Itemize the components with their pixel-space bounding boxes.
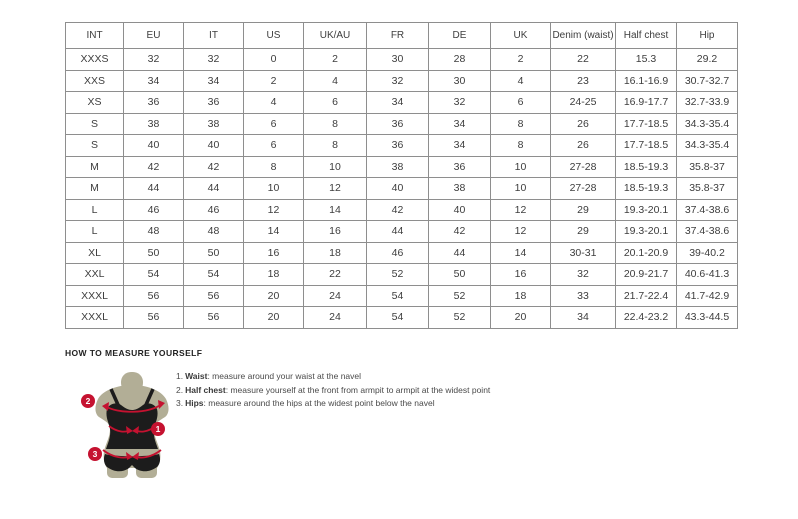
value-cell: 36 (184, 92, 244, 114)
column-header: FR (367, 23, 429, 49)
table-row (66, 285, 738, 307)
value-cell: 34 (429, 135, 491, 157)
value-cell: 56 (184, 285, 244, 307)
value-cell: 23 (551, 70, 616, 92)
value-cell: 39-40.2 (677, 242, 738, 264)
value-cell: 35.8-37 (677, 178, 738, 200)
value-cell: 40.6-41.3 (677, 264, 738, 286)
table-row (66, 113, 738, 135)
size-cell: XXXL (66, 285, 124, 307)
value-cell: 20 (491, 307, 551, 329)
table-row (66, 70, 738, 92)
size-chart-table (65, 22, 738, 329)
value-cell: 56 (124, 285, 184, 307)
value-cell: 16 (304, 221, 367, 243)
value-cell: 4 (244, 92, 304, 114)
instruction-waist (176, 370, 490, 384)
value-cell: 16 (244, 242, 304, 264)
size-cell: XL (66, 242, 124, 264)
column-header: US (244, 23, 304, 49)
value-cell: 17.7-18.5 (616, 135, 677, 157)
value-cell: 27-28 (551, 156, 616, 178)
value-cell: 50 (124, 242, 184, 264)
value-cell: 2 (304, 49, 367, 71)
value-cell: 30.7-32.7 (677, 70, 738, 92)
value-cell: 10 (491, 178, 551, 200)
measurement-figure-illustration (80, 371, 175, 481)
instruction-half-chest (176, 384, 490, 398)
value-cell: 32 (124, 49, 184, 71)
value-cell: 44 (124, 178, 184, 200)
value-cell: 40 (429, 199, 491, 221)
hips-marker-number: 3 (92, 449, 98, 459)
value-cell: 38 (184, 113, 244, 135)
value-cell: 34 (184, 70, 244, 92)
column-header: UK/AU (304, 23, 367, 49)
measure-instructions-list (176, 370, 490, 411)
value-cell: 12 (244, 199, 304, 221)
instruction-text: : measure around your waist at the navel (207, 371, 362, 381)
value-cell: 43.3-44.5 (677, 307, 738, 329)
value-cell: 22 (304, 264, 367, 286)
size-table-body (66, 49, 738, 329)
column-header: Half chest (616, 23, 677, 49)
measure-section-title: HOW TO MEASURE YOURSELF (65, 348, 203, 358)
value-cell: 15.3 (616, 49, 677, 71)
table-row (66, 135, 738, 157)
value-cell: 22 (551, 49, 616, 71)
value-cell: 46 (124, 199, 184, 221)
value-cell: 26 (551, 113, 616, 135)
value-cell: 20 (244, 307, 304, 329)
value-cell: 36 (367, 135, 429, 157)
value-cell: 19.3-20.1 (616, 199, 677, 221)
chest-marker-badge (81, 394, 95, 408)
table-row (66, 307, 738, 329)
value-cell: 18 (244, 264, 304, 286)
value-cell: 18 (491, 285, 551, 307)
instruction-label: Half chest (185, 384, 226, 395)
value-cell: 2 (244, 70, 304, 92)
value-cell: 46 (184, 199, 244, 221)
value-cell: 8 (304, 113, 367, 135)
value-cell: 34.3-35.4 (677, 113, 738, 135)
value-cell: 36 (367, 113, 429, 135)
value-cell: 4 (491, 70, 551, 92)
value-cell: 34 (551, 307, 616, 329)
size-cell: S (66, 113, 124, 135)
table-row (66, 156, 738, 178)
value-cell: 16.1-16.9 (616, 70, 677, 92)
instruction-number: 3. (176, 398, 184, 408)
value-cell: 27-28 (551, 178, 616, 200)
value-cell: 40 (184, 135, 244, 157)
column-header: EU (124, 23, 184, 49)
value-cell: 14 (304, 199, 367, 221)
value-cell: 6 (244, 113, 304, 135)
value-cell: 44 (184, 178, 244, 200)
value-cell: 44 (429, 242, 491, 264)
value-cell: 26 (551, 135, 616, 157)
value-cell: 32 (551, 264, 616, 286)
instruction-text: : measure around the hips at the widest point below the navel (203, 398, 435, 408)
size-cell: XXXS (66, 49, 124, 71)
value-cell: 10 (304, 156, 367, 178)
instruction-hips (176, 397, 490, 411)
value-cell: 48 (184, 221, 244, 243)
value-cell: 36 (124, 92, 184, 114)
size-cell: L (66, 199, 124, 221)
column-header: DE (429, 23, 491, 49)
column-header: Denim (waist) (551, 23, 616, 49)
value-cell: 18 (304, 242, 367, 264)
value-cell: 24 (304, 307, 367, 329)
value-cell: 20.1-20.9 (616, 242, 677, 264)
chest-marker-number: 2 (85, 396, 91, 406)
value-cell: 4 (304, 70, 367, 92)
value-cell: 8 (304, 135, 367, 157)
value-cell: 20.9-21.7 (616, 264, 677, 286)
instruction-label: Hips (185, 398, 204, 408)
value-cell: 42 (429, 221, 491, 243)
table-row (66, 49, 738, 71)
value-cell: 29 (551, 199, 616, 221)
table-row (66, 92, 738, 114)
value-cell: 36 (429, 156, 491, 178)
value-cell: 12 (304, 178, 367, 200)
value-cell: 6 (491, 92, 551, 114)
value-cell: 18.5-19.3 (616, 178, 677, 200)
value-cell: 44 (367, 221, 429, 243)
value-cell: 16 (491, 264, 551, 286)
value-cell: 12 (491, 199, 551, 221)
size-cell: XXXL (66, 307, 124, 329)
size-cell: L (66, 221, 124, 243)
instruction-number: 2. (176, 384, 184, 395)
value-cell: 19.3-20.1 (616, 221, 677, 243)
size-cell: XS (66, 92, 124, 114)
size-table-head (66, 23, 738, 49)
value-cell: 24-25 (551, 92, 616, 114)
value-cell: 22.4-23.2 (616, 307, 677, 329)
value-cell: 38 (429, 178, 491, 200)
value-cell: 32 (429, 92, 491, 114)
value-cell: 40 (124, 135, 184, 157)
value-cell: 56 (124, 307, 184, 329)
value-cell: 54 (367, 285, 429, 307)
waist-marker-badge (151, 422, 165, 436)
value-cell: 40 (367, 178, 429, 200)
value-cell: 6 (304, 92, 367, 114)
value-cell: 42 (184, 156, 244, 178)
value-cell: 29 (551, 221, 616, 243)
value-cell: 2 (491, 49, 551, 71)
size-cell: XXL (66, 264, 124, 286)
value-cell: 48 (124, 221, 184, 243)
table-row (66, 199, 738, 221)
value-cell: 14 (491, 242, 551, 264)
value-cell: 42 (124, 156, 184, 178)
value-cell: 50 (184, 242, 244, 264)
value-cell: 16.9-17.7 (616, 92, 677, 114)
value-cell: 20 (244, 285, 304, 307)
value-cell: 21.7-22.4 (616, 285, 677, 307)
value-cell: 34 (429, 113, 491, 135)
value-cell: 17.7-18.5 (616, 113, 677, 135)
value-cell: 14 (244, 221, 304, 243)
size-cell: S (66, 135, 124, 157)
value-cell: 41.7-42.9 (677, 285, 738, 307)
instruction-text: : measure yourself at the front from armpit to armpit at the widest point (225, 384, 491, 395)
value-cell: 28 (429, 49, 491, 71)
value-cell: 54 (184, 264, 244, 286)
value-cell: 52 (429, 285, 491, 307)
value-cell: 54 (367, 307, 429, 329)
value-cell: 37.4-38.6 (677, 221, 738, 243)
value-cell: 38 (124, 113, 184, 135)
value-cell: 30-31 (551, 242, 616, 264)
column-header: Hip (677, 23, 738, 49)
value-cell: 32 (184, 49, 244, 71)
instruction-label: Waist (185, 371, 208, 381)
value-cell: 6 (244, 135, 304, 157)
size-cell: M (66, 156, 124, 178)
waist-marker-number: 1 (155, 424, 161, 434)
value-cell: 0 (244, 49, 304, 71)
value-cell: 10 (244, 178, 304, 200)
value-cell: 33 (551, 285, 616, 307)
value-cell: 54 (124, 264, 184, 286)
value-cell: 24 (304, 285, 367, 307)
value-cell: 12 (491, 221, 551, 243)
value-cell: 29.2 (677, 49, 738, 71)
table-row (66, 221, 738, 243)
value-cell: 52 (429, 307, 491, 329)
value-cell: 8 (491, 113, 551, 135)
value-cell: 10 (491, 156, 551, 178)
value-cell: 56 (184, 307, 244, 329)
size-cell: XXS (66, 70, 124, 92)
value-cell: 50 (429, 264, 491, 286)
value-cell: 37.4-38.6 (677, 199, 738, 221)
value-cell: 30 (367, 49, 429, 71)
column-header: UK (491, 23, 551, 49)
value-cell: 52 (367, 264, 429, 286)
column-header: IT (184, 23, 244, 49)
value-cell: 34.3-35.4 (677, 135, 738, 157)
column-header: INT (66, 23, 124, 49)
value-cell: 32.7-33.9 (677, 92, 738, 114)
size-cell: M (66, 178, 124, 200)
table-row (66, 242, 738, 264)
value-cell: 42 (367, 199, 429, 221)
value-cell: 38 (367, 156, 429, 178)
value-cell: 34 (367, 92, 429, 114)
value-cell: 8 (244, 156, 304, 178)
value-cell: 34 (124, 70, 184, 92)
table-row (66, 264, 738, 286)
value-cell: 8 (491, 135, 551, 157)
value-cell: 18.5-19.3 (616, 156, 677, 178)
table-row (66, 178, 738, 200)
instruction-number: 1. (176, 371, 184, 381)
value-cell: 46 (367, 242, 429, 264)
value-cell: 32 (367, 70, 429, 92)
value-cell: 35.8-37 (677, 156, 738, 178)
hips-marker-badge (88, 447, 102, 461)
value-cell: 30 (429, 70, 491, 92)
header-row (66, 23, 738, 49)
